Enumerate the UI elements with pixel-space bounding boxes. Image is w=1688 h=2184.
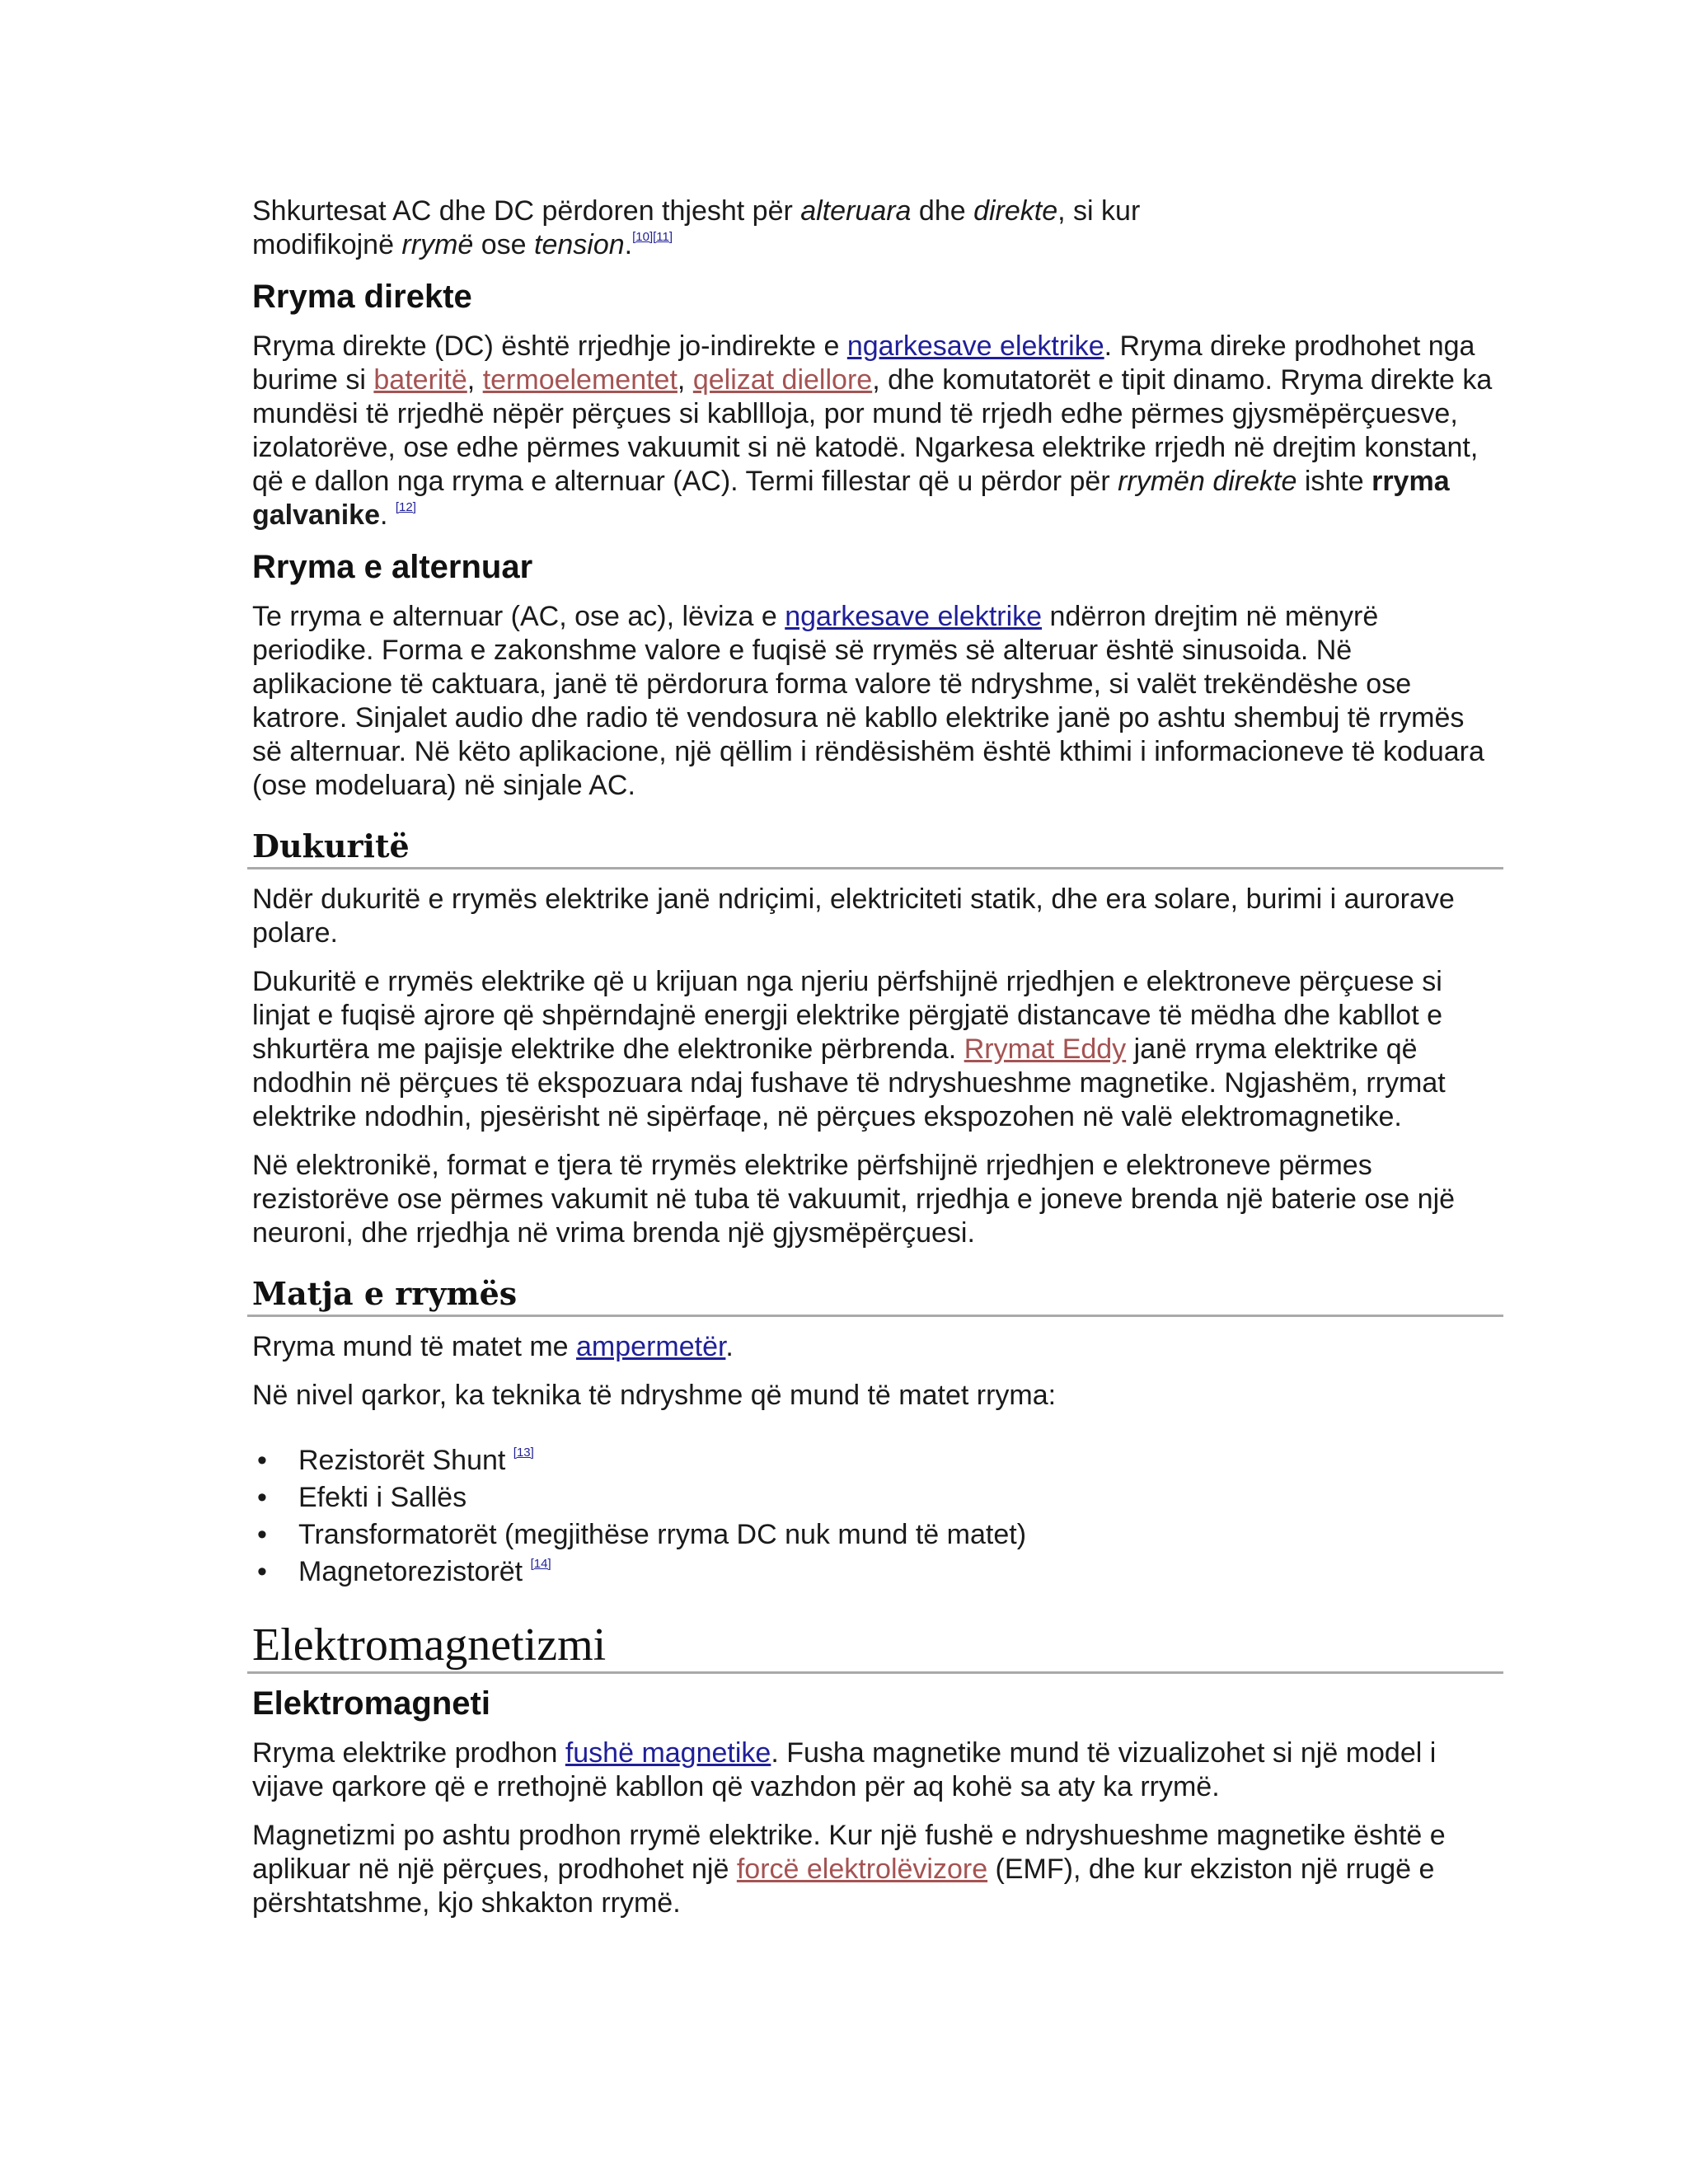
list-item xyxy=(252,1516,1498,1554)
heading-dukurite: Dukuritë xyxy=(247,827,1503,869)
bullet-icon: • xyxy=(257,1556,267,1587)
list-item-text: Transformatorët (megjithëse rryma DC nuk mund të matet) xyxy=(298,1519,1027,1550)
heading-matja-e-rrymes: Matja e rrymës xyxy=(247,1275,1503,1317)
italic-term: alteruara xyxy=(800,195,912,227)
heading-rryma-direkte: Rryma direkte xyxy=(252,279,472,315)
matja-paragraph-1 xyxy=(252,1330,1498,1364)
link-bateritë[interactable]: bateritë xyxy=(373,364,467,396)
bold-term: rryma galvanike xyxy=(252,466,1450,531)
text: , dhe komutatorët e tipit dinamo. Rryma direkte ka mundësi të rrjedhë nëpër përçues si kabllloja, por mund të rrjedh edhe përmes gjysmëpërçuesve, izolatorëve, ose edhe përmes vakuumit si në katodë. Ngarkesa elektrike rrjedh në drejtim konstant, që e dallon nga rryma e alternuar (AC). Termi fillestar që u përdor për xyxy=(252,364,1493,497)
list-item xyxy=(252,1442,1498,1479)
text: . Rryma direke prodhohet nga burime si xyxy=(252,330,1475,396)
em-paragraph-1 xyxy=(252,1736,1498,1804)
list-item xyxy=(252,1479,1498,1516)
text: . xyxy=(624,229,633,260)
text: dhe xyxy=(911,195,974,227)
list-item-text: Magnetorezistorët xyxy=(298,1556,531,1587)
dukurite-paragraph-2 xyxy=(252,965,1498,1134)
link-rrymat-eddy[interactable]: Rrymat Eddy xyxy=(964,1033,1127,1065)
list-item-text: Rezistorët Shunt xyxy=(298,1445,513,1476)
italic-term: direkte xyxy=(973,195,1058,227)
dukurite-paragraph-1: Ndër dukuritë e rrymës elektrike janë ndriçimi, elektriciteti statik, dhe era solare, burimi i aurorave polare. xyxy=(252,883,1455,949)
link-termoelementet[interactable]: termoelementet xyxy=(482,364,678,396)
list-item-text: Efekti i Sallës xyxy=(298,1482,467,1513)
text: Shkurtesat AC dhe DC përdoren thjesht për xyxy=(252,195,801,227)
text: ndërron drejtim në mënyrë periodike. Forma e zakonshme valore e fuqisë së rrymës së alteruar është sinusoida. Në aplikacione të caktuara, janë të përdorura forma valore të ndryshme, si valët trekëndëshe ose katrore. Sinjalet audio dhe radio të vendosura në kabllo elektrike janë po ashtu shembuj të rrymës së alternuar. Në këto aplikacione, një qëllim i rëndësishëm është kthimi i informacioneve të koduara (ose modeluara) në sinjale AC. xyxy=(252,601,1484,801)
text: Te rryma e alternuar (AC, ose ac), lëviza e xyxy=(252,601,785,632)
link-fushe-magnetike[interactable]: fushë magnetike xyxy=(565,1737,771,1769)
bullet-icon: • xyxy=(257,1445,267,1476)
text: . Fusha magnetike mund të vizualizohet si një model i vijave qarkore që e rrethojnë kabllon që vazhdon për aq kohë sa aty ka rrymë. xyxy=(252,1737,1437,1802)
text: , xyxy=(467,364,483,396)
italic-term: rrymën direkte xyxy=(1118,466,1297,497)
dc-paragraph xyxy=(252,330,1498,532)
document-page xyxy=(252,194,1498,1935)
heading-elektromagneti: Elektromagneti xyxy=(252,1685,490,1722)
text: Rryma direkte (DC) është rrjedhje jo-indirekte e xyxy=(252,330,847,362)
text: . xyxy=(725,1331,734,1362)
link-force-elektrolevizore[interactable]: forcë elektrolëvizore xyxy=(736,1854,988,1885)
text: Dukuritë e rrymës elektrike që u krijuan nga njeriu përfshijnë rrjedhjen e elektroneve përçuese si linjat e fuqisë ajrore që shpërndajnë energji elektrike përgjatë distancave të mëdha dhe kabllot e shkurtëra me pajisje elektrike dhe elektronike përbrenda. xyxy=(252,966,1443,1065)
dukurite-paragraph-3: Në elektronikë, format e tjera të rrymës elektrike përfshijnë rrjedhjen e elektroneve përmes rezistorëve ose përmes vakumit në tuba të vakuumit, rrjedhja e joneve brenda një baterie ose një neuroni, dhe rrjedhja në vrima brenda një gjysmëpërçuesi. xyxy=(252,1150,1456,1249)
ac-paragraph xyxy=(252,600,1498,803)
text: , si kur xyxy=(1057,195,1141,227)
citation-link[interactable]: [14] xyxy=(530,1557,551,1571)
link-ngarkesave-elektrike[interactable]: ngarkesave elektrike xyxy=(846,330,1104,362)
matja-paragraph-2: Në nivel qarkor, ka teknika të ndryshme që mund të matet rryma: xyxy=(252,1380,1057,1411)
link-ampermeter[interactable]: ampermetër xyxy=(576,1331,726,1362)
heading-rryma-e-alternuar: Rryma e alternuar xyxy=(252,549,533,585)
bullet-icon: • xyxy=(257,1482,267,1513)
intro-paragraph xyxy=(252,194,1498,262)
citation-link[interactable]: [12] xyxy=(395,500,416,514)
link-ngarkesave-elektrike[interactable]: ngarkesave elektrike xyxy=(785,601,1043,632)
text: Rryma elektrike prodhon xyxy=(252,1737,565,1769)
link-qelizat-diellore[interactable]: qelizat diellore xyxy=(692,364,873,396)
citation-link[interactable]: [13] xyxy=(513,1446,534,1460)
bullet-icon: • xyxy=(257,1519,267,1550)
citation-link[interactable]: [10][11] xyxy=(632,230,673,244)
text: janë rryma elektrike që ndodhin në përçues të ekspozuara ndaj fushave të ndryshueshme magnetike. Ngjashëm, rrymat elektrike ndodhin, pjesërisht në sipërfaqe, në përçues ekspozohen në valë elektromagnetike. xyxy=(252,1033,1446,1132)
italic-term: rrymë xyxy=(401,229,474,260)
text: , xyxy=(677,364,693,396)
measurement-techniques-list xyxy=(252,1442,1498,1591)
em-paragraph-2 xyxy=(252,1819,1498,1920)
italic-term: tension xyxy=(534,229,625,260)
text: ishte xyxy=(1296,466,1372,497)
text: ose xyxy=(473,229,535,260)
text: . xyxy=(379,499,396,531)
text: (EMF), dhe kur ekziston një rrugë e përshtatshme, kjo shkakton rrymë. xyxy=(252,1854,1435,1919)
text: Rryma mund të matet me xyxy=(252,1331,577,1362)
list-item xyxy=(252,1554,1498,1591)
heading-elektromagnetizmi: Elektromagnetizmi xyxy=(247,1619,1503,1674)
text: Magnetizmi po ashtu prodhon rrymë elektrike. Kur një fushë e ndryshueshme magnetike është e aplikuar në një përçues, prodhohet një xyxy=(252,1820,1446,1885)
text: modifikojnë xyxy=(252,229,402,260)
